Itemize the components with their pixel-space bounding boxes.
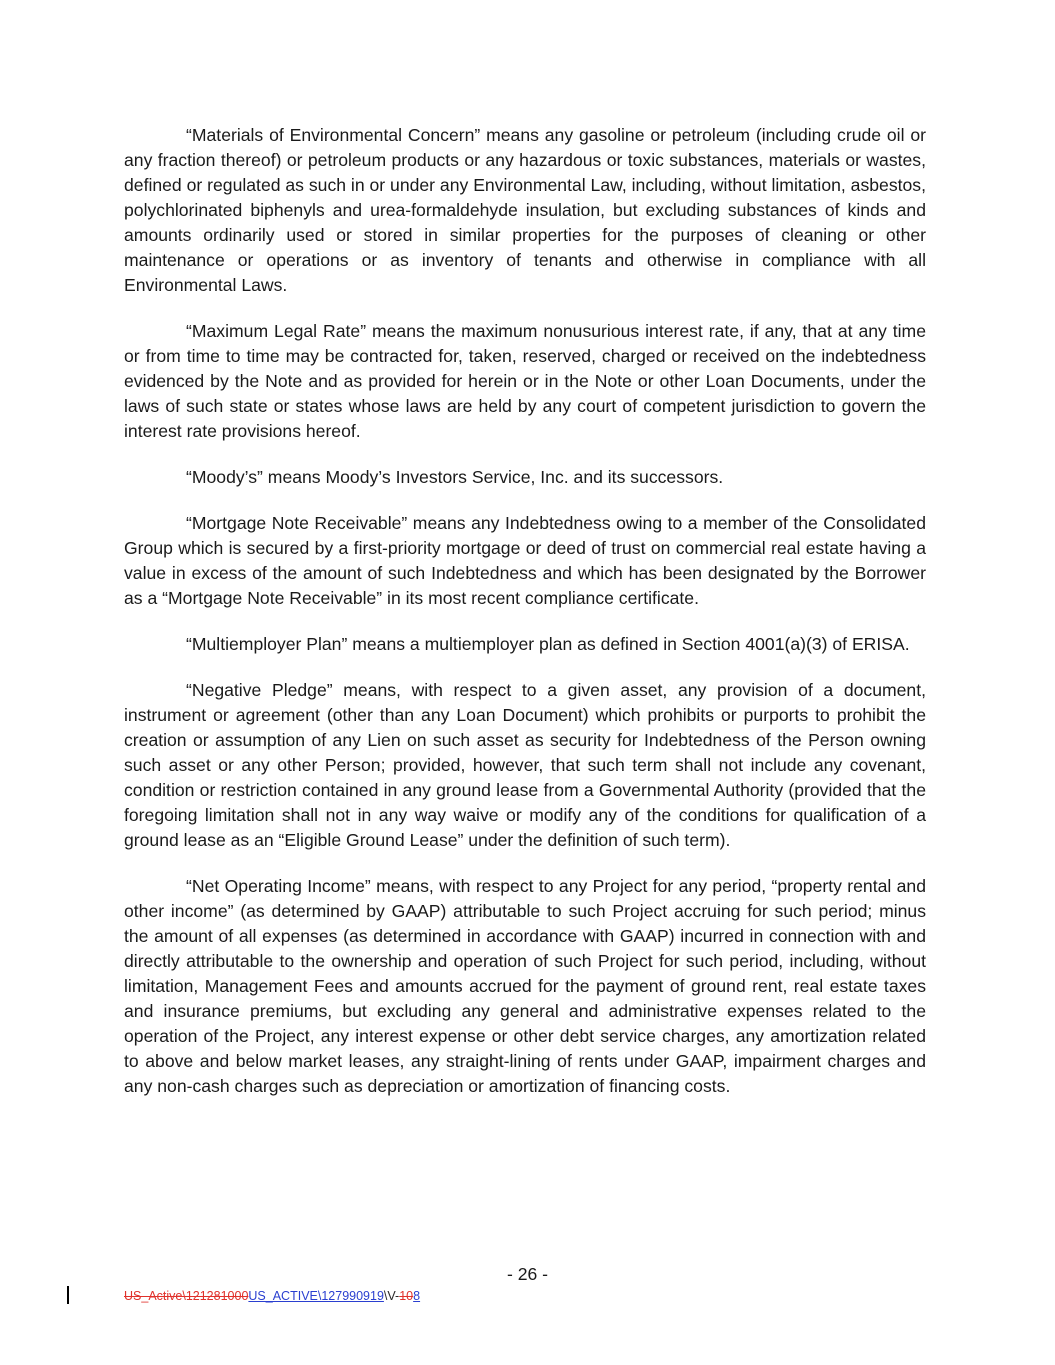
definition-materials-of-environmental-concern: “Materials of Environmental Concern” means any gasoline or petroleum (including crude oil or any fraction thereof) or petroleum products or any hazardous or toxic substances, materials or wastes, defined or regulated as such in or under any Environmental Law, including, without limitation, asbestos, polychlorinated biphenyls and urea-formaldehyde insulation, but excluding substances of kinds and amounts ordinarily used or stored in similar properties for the purposes of cleaning or other maintenance or operations or as inventory of tenants and otherwise in compliance with all Environmental Laws.: [124, 125, 926, 295]
definition-net-operating-income: “Net Operating Income” means, with respect to any Project for any period, “property rental and other income” (as determined by GAAP) attributable to such Project accruing for such period; minus the amount of all expenses (as determined in accordance with GAAP) incurred in connection with and directly attributable to the ownership and operation of such Project for such period, including, without limitation, Management Fees and amounts accrued for the payment of ground rent, real estate taxes and insurance premiums, but excluding any general and administrative expenses related to the operation of the Project, any interest expense or other debt service charges, any amortization related to above and below market leases, any straight-lining of rents under GAAP, impairment charges and any non-cash charges such as depreciation or amortization of financing costs.: [124, 876, 926, 1096]
docid-deleted: US_Active\121281000: [124, 1289, 249, 1303]
docid-inserted: US_ACTIVE\127990919: [248, 1289, 384, 1303]
definition-maximum-legal-rate: “Maximum Legal Rate” means the maximum nonusurious interest rate, if any, that at any time or from time to time may be contracted for, taken, reserved, charged or received on the indebtedness evidenced by the Note and as provided for herein or in the Note or other Loan Documents, under the laws of such state or states whose laws are held by any court of competent jurisdiction to govern the interest rate provisions hereof.: [124, 321, 926, 441]
document-id-footer: [124, 1288, 420, 1304]
page-number: - 26 -: [506, 1264, 549, 1284]
version-inserted: 8: [413, 1289, 421, 1303]
definition-multiemployer-plan: “Multiemployer Plan” means a multiemployer plan as defined in Section 4001(a)(3) of ERISA.: [186, 634, 910, 654]
revision-change-bar: [67, 1286, 69, 1304]
version-deleted: 10: [399, 1289, 414, 1303]
document-body: [124, 123, 926, 1120]
definition-mortgage-note-receivable: “Mortgage Note Receivable” means any Indebtedness owing to a member of the Consolidated Group which is secured by a first-priority mortgage or deed of trust on commercial real estate having a value in excess of the amount of such Indebtedness and which has been designated by the Borrower as a “Mortgage Note Receivable” in its most recent compliance certificate.: [124, 513, 926, 608]
definition-negative-pledge: “Negative Pledge” means, with respect to a given asset, any provision of a document, instrument or agreement (other than any Loan Document) which prohibits or purports to prohibit the creation or assumption of any Lien on such asset as security for Indebtedness of the Person owning such asset or any other Person; provided, however, that such term shall not include any covenant, condition or restriction contained in any ground lease from a Governmental Authority (provided that the foregoing limitation shall not in any way waive or modify any of the conditions for qualification of a ground lease as an “Eligible Ground Lease” under the definition of such term).: [124, 680, 926, 850]
definition-moodys: “Moody’s” means Moody’s Investors Service, Inc. and its successors.: [186, 467, 724, 487]
docid-separator: \V-: [383, 1289, 400, 1303]
